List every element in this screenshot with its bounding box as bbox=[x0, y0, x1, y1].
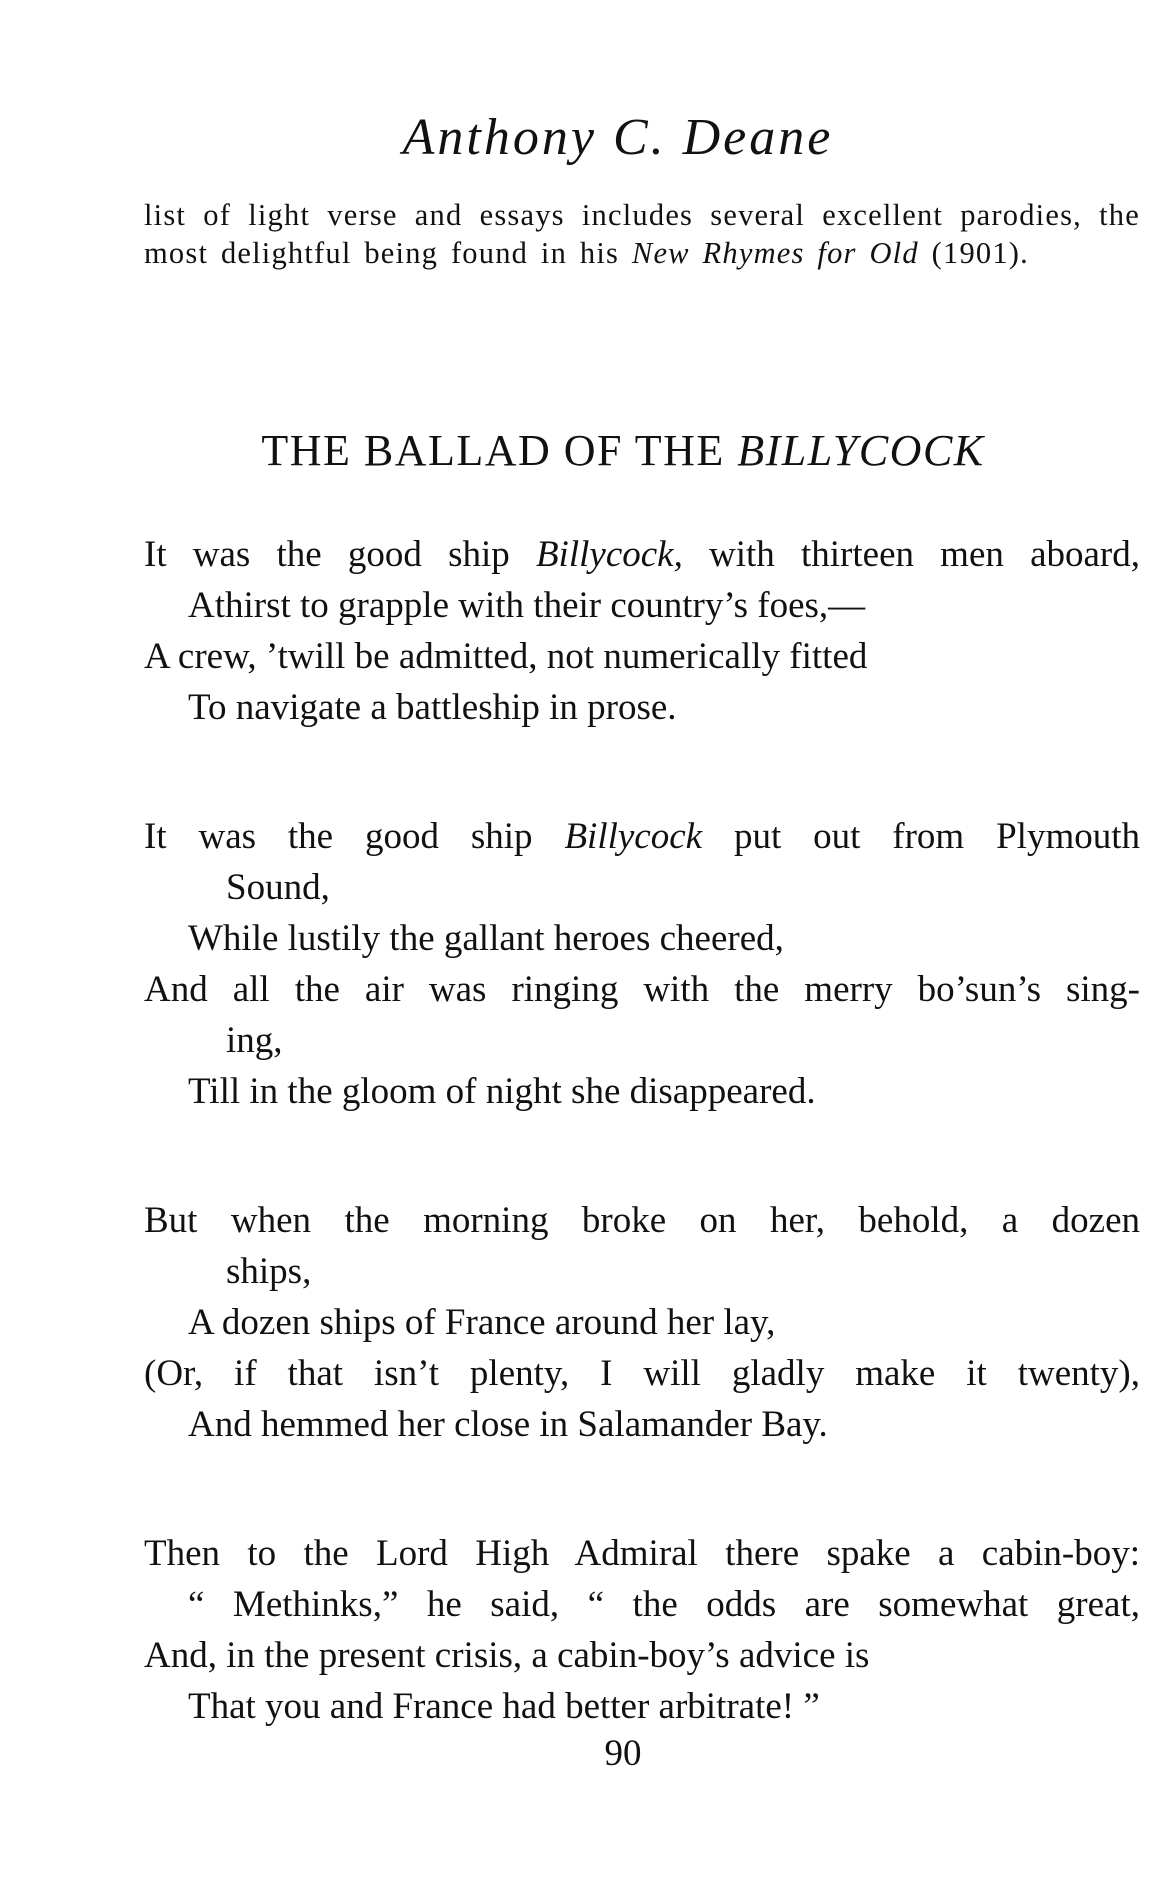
biographical-note bbox=[144, 196, 1140, 272]
running-head: Anthony C. Deane bbox=[402, 109, 834, 166]
poem-line: And all the air was ringing with the merry bo’sun’s sing- bbox=[144, 969, 1140, 1010]
poem-line: To navigate a battleship in prose. bbox=[188, 687, 677, 728]
poem-line: It was the good ship Billycock put out from Plymouth bbox=[144, 816, 1140, 857]
poem-line: While lustily the gallant heroes cheered, bbox=[188, 918, 784, 959]
stanza-2 bbox=[144, 811, 1140, 1117]
poem-line: Sound, bbox=[226, 867, 330, 908]
stanza-4 bbox=[144, 1528, 1140, 1732]
poem-line: But when the morning broke on her, behold, a dozen bbox=[144, 1200, 1140, 1241]
note-text-after: (1901). bbox=[918, 236, 1029, 270]
note-book-title: New Rhymes for Old bbox=[631, 236, 919, 270]
poem-line: A crew, ’twill be admitted, not numerically fitted bbox=[144, 636, 868, 677]
poem-title-plain: THE BALLAD OF THE bbox=[261, 426, 738, 475]
poem-title bbox=[0, 425, 1166, 476]
poem-line: And, in the present crisis, a cabin-boy’s advice is bbox=[144, 1635, 870, 1676]
poem-line: (Or, if that isn’t plenty, I will gladly make it twenty), bbox=[144, 1353, 1140, 1394]
stanza-3 bbox=[144, 1195, 1140, 1450]
poem-line: And hemmed her close in Salamander Bay. bbox=[188, 1404, 828, 1445]
poem-line: “ Methinks,” he said, “ the odds are somewhat great, bbox=[188, 1584, 1140, 1625]
poem-title-italic: BILLYCOCK bbox=[737, 426, 985, 475]
poem-line: ing, bbox=[226, 1020, 283, 1061]
poem-line: It was the good ship Billycock, with thirteen men aboard, bbox=[144, 534, 1140, 575]
ship-name: Billycock bbox=[564, 816, 703, 857]
stanza-1 bbox=[144, 529, 1140, 733]
ship-name: Billycock, bbox=[535, 534, 683, 575]
note-text-before: list of light verse and essays includes several excellent parodies, the most delightful being found in his bbox=[144, 198, 1140, 270]
poem-line: A dozen ships of France around her lay, bbox=[188, 1302, 776, 1343]
poem-line: Then to the Lord High Admiral there spake a cabin-boy: bbox=[144, 1533, 1140, 1574]
poem-line: That you and France had better arbitrate! ” bbox=[188, 1686, 820, 1727]
poem-line: Athirst to grapple with their country’s foes,— bbox=[188, 585, 866, 626]
page-number: 90 bbox=[604, 1733, 642, 1774]
poem-line: ships, bbox=[226, 1251, 312, 1292]
poem-line: Till in the gloom of night she disappeared. bbox=[188, 1071, 816, 1112]
